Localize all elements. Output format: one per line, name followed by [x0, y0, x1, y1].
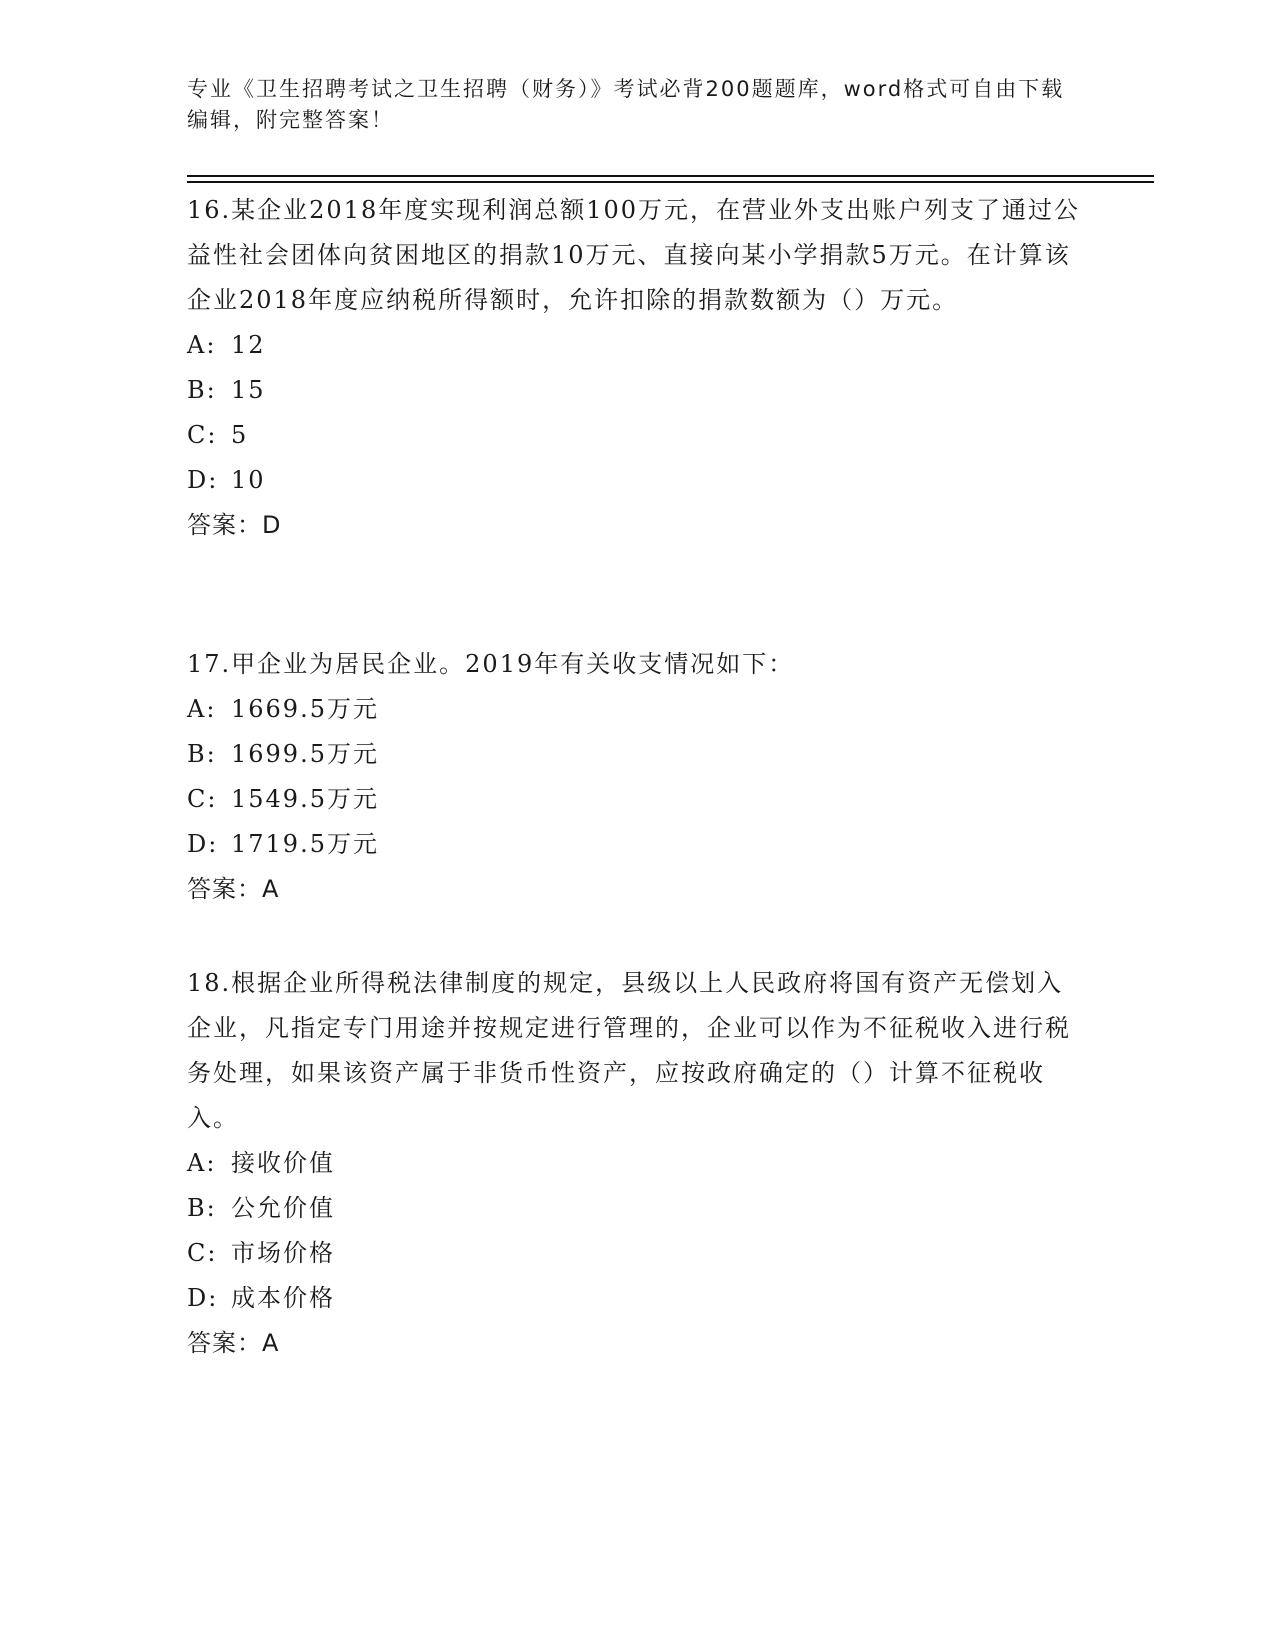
option-key: C: [187, 1239, 218, 1267]
answer-line [187, 1321, 1087, 1366]
option-key: B: [187, 376, 217, 404]
option-c [187, 413, 1087, 458]
option-text: 接收价值 [231, 1149, 335, 1177]
option-key: D: [187, 466, 219, 494]
option-key: B: [187, 1194, 217, 1222]
option-d [187, 1276, 1087, 1321]
question-18 [187, 961, 1087, 1366]
question-stem: 18.根据企业所得税法律制度的规定，县级以上人民政府将国有资产无偿划入企业，凡指定专门用途并按规定进行管理的，企业可以作为不征税收入进行税务处理，如果该资产属于非货币性资产，应按政府确定的（）计算不征税收入。 [187, 969, 1071, 1132]
option-c [187, 1231, 1087, 1276]
answer-value: A [262, 1329, 280, 1357]
option-text: 1699.5万元 [231, 740, 379, 768]
option-text: 成本价格 [231, 1284, 335, 1312]
option-text: 12 [231, 331, 266, 359]
answer-label: 答案： [187, 875, 262, 903]
answer-value: A [262, 875, 280, 903]
document-header: 专业《卫生招聘考试之卫生招聘（财务）》考试必背200题题库，word格式可自由下载编辑，附完整答案！ [187, 77, 1065, 132]
option-key: A: [187, 331, 217, 359]
question-17 [187, 642, 1087, 912]
question-stem: 16.某企业2018年度实现利润总额100万元，在营业外支出账户列支了通过公益性社会团体向贫困地区的捐款10万元、直接向某小学捐款5万元。在计算该企业2018年度应纳税所得额时，允许扣除的捐款数额为（）万元。 [187, 196, 1081, 314]
option-c [187, 777, 1087, 822]
option-a [187, 323, 1087, 368]
option-list [187, 1141, 1087, 1321]
option-list [187, 687, 1087, 867]
option-a [187, 1141, 1087, 1186]
option-a [187, 687, 1087, 732]
option-key: A: [187, 695, 217, 723]
answer-line [187, 503, 1087, 548]
option-text: 1719.5万元 [231, 830, 379, 858]
answer-label: 答案： [187, 1329, 262, 1357]
option-list [187, 323, 1087, 503]
option-key: A: [187, 1149, 217, 1177]
option-key: C: [187, 785, 218, 813]
option-text: 1549.5万元 [231, 785, 379, 813]
question-stem: 17.甲企业为居民企业。2019年有关收支情况如下： [187, 650, 795, 678]
option-b [187, 732, 1087, 777]
option-b [187, 368, 1087, 413]
question-16 [187, 188, 1087, 548]
option-d [187, 822, 1087, 867]
option-text: 公允价值 [231, 1194, 335, 1222]
answer-label: 答案： [187, 511, 262, 539]
header-rule-top [187, 175, 1154, 177]
option-key: D: [187, 830, 219, 858]
answer-value: D [262, 511, 282, 539]
option-key: D: [187, 1284, 219, 1312]
option-text: 1669.5万元 [231, 695, 379, 723]
option-text: 10 [231, 466, 266, 494]
option-key: B: [187, 740, 217, 768]
header-rule-bottom [187, 181, 1154, 183]
option-d [187, 458, 1087, 503]
answer-line [187, 867, 1087, 912]
option-text: 5 [231, 421, 249, 449]
option-b [187, 1186, 1087, 1231]
option-text: 15 [231, 376, 266, 404]
option-key: C: [187, 421, 218, 449]
option-text: 市场价格 [231, 1239, 335, 1267]
